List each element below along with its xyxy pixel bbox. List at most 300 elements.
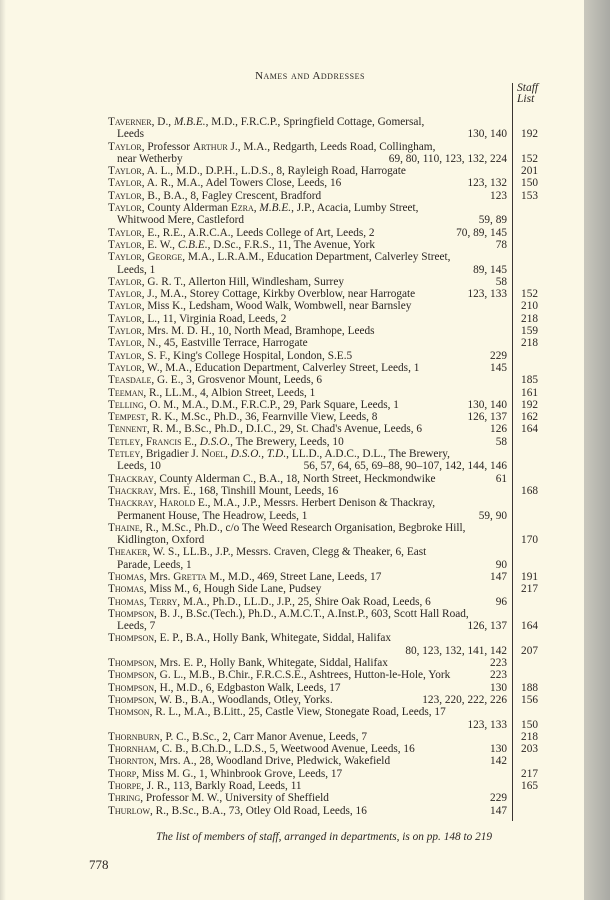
directory-entry-line xyxy=(108,669,540,681)
name-small-caps: Taylor xyxy=(108,202,142,215)
running-header: Names and Addresses xyxy=(255,70,365,82)
entry-segment: , Mrs. A., 28, Woodland Drive, Pledwick, Wakefield xyxy=(153,755,391,768)
entry-segment: , A. R., M.A., Adel Towers Close, Leeds, 16 xyxy=(141,177,342,190)
entry-segment: Leeds xyxy=(117,128,144,141)
entry-segment: , Miss K., Ledsham, Wood Walk, Wombwell, near Barnsley xyxy=(141,300,412,313)
name-small-caps: Taylor xyxy=(108,275,142,288)
entry-segment: , N., 45, Eastville Terrace, Harrogate xyxy=(141,337,308,350)
footer-note: The list of members of staff, arranged in departments, is on pp. 148 to 219 xyxy=(155,831,493,843)
name-small-caps: Theaker xyxy=(108,546,148,559)
staff-list-page: 192 xyxy=(521,398,538,411)
name-small-caps: Taylor xyxy=(108,165,142,178)
page-number: 778 xyxy=(89,857,109,872)
name-small-caps: Thomas xyxy=(108,570,144,583)
directory-entry-line xyxy=(108,657,540,669)
directory-entry-line xyxy=(108,141,540,153)
directory-entry-line xyxy=(108,251,540,263)
directory-entry-line xyxy=(108,522,540,534)
page-references: 145 xyxy=(490,361,507,374)
name-small-caps: Taylor xyxy=(108,238,142,251)
entry-text xyxy=(108,399,399,411)
entry-segment: , E. W., xyxy=(141,238,178,251)
entry-text xyxy=(108,497,435,509)
entry-segment: Kidlington, Oxford xyxy=(117,534,205,547)
entry-text xyxy=(108,288,415,300)
name-small-caps: George xyxy=(147,251,183,264)
name-small-caps: Gretta xyxy=(173,570,207,583)
staff-list-page: 185 xyxy=(521,374,538,387)
entry-segment: , Mrs. E., 168, Tinshill Mount, Leeds, 16 xyxy=(153,484,339,497)
page-references: 223 xyxy=(490,669,507,682)
entry-segment: , xyxy=(141,251,148,264)
staff-list-page: 150 xyxy=(521,718,538,731)
entry-text xyxy=(108,436,344,448)
page-references: 147 xyxy=(490,804,507,817)
page-references: 126, 137 xyxy=(467,620,507,633)
directory-entry-line xyxy=(108,485,540,497)
entry-segment: , Brigadier J. xyxy=(140,448,202,461)
entry-segment: , Mrs. M. D. H., 10, North Mead, Bramhope, Leeds xyxy=(141,325,375,338)
name-small-caps: Teasdale xyxy=(108,374,152,387)
name-small-caps: Tempest xyxy=(108,411,146,424)
entry-text xyxy=(108,165,406,177)
entry-text xyxy=(117,128,144,140)
entry-text xyxy=(108,731,367,743)
scan-edge-right xyxy=(584,0,610,900)
entry-segment: , L., 11, Virginia Road, Leeds, 2 xyxy=(141,312,287,325)
entry-segment: Leeds, 10 xyxy=(117,460,161,473)
entry-segment: , Mrs. E. P., Holly Bank, Whitegate, Siddal, Halifax xyxy=(154,657,388,670)
entry-text xyxy=(108,694,333,706)
entry-segment: , R. L., M.A., B.Litt., 25, Castle View, Stonegate Road, Leeds, 17 xyxy=(149,706,446,719)
entry-segment: , W. B., B.A., Woodlands, Otley, Yorks. xyxy=(154,693,333,706)
name-small-caps: Taylor xyxy=(108,300,142,313)
page-references: 59, 89 xyxy=(478,214,507,227)
name-small-caps: Taylor xyxy=(108,177,142,190)
staff-list-page: 164 xyxy=(521,423,538,436)
name-small-caps: Thompson xyxy=(108,669,155,682)
staff-list-page: 170 xyxy=(521,534,538,547)
entry-text xyxy=(117,620,155,632)
page-references: 123, 132 xyxy=(467,177,507,190)
honour-italic: M.B.E. xyxy=(173,116,206,128)
staff-heading-line2: List xyxy=(517,93,535,105)
entry-segment: , E. P., B.A., Holly Bank, Whitegate, Siddal, Halifax xyxy=(154,632,392,645)
directory-entry-line xyxy=(108,116,540,128)
staff-list-page: 218 xyxy=(521,337,538,350)
entry-segment: J., M.A., Redgarth, Leeds Road, Collingham, xyxy=(227,140,436,153)
directory-entry-line xyxy=(108,165,540,177)
directory-entry-line xyxy=(108,399,540,411)
directory-entry-line xyxy=(108,731,540,743)
entry-text xyxy=(108,669,450,681)
name-small-caps: Telling xyxy=(108,398,144,411)
entry-text xyxy=(108,608,469,620)
page-references: 61 xyxy=(495,472,507,485)
entry-segment: E., M.A., J.P., Messrs. Herbert Denison & Thackray, xyxy=(195,497,436,510)
name-small-caps: Thring xyxy=(108,792,141,805)
directory-entry-line xyxy=(108,755,540,767)
entry-segment: , R. M., B.Sc., Ph.D., D.I.C., 29, St. Chad's Avenue, Leeds, 6 xyxy=(146,423,423,436)
name-small-caps: Tetley xyxy=(108,448,141,461)
page-references: 123, 220, 222, 226 xyxy=(422,693,507,706)
entry-segment: , J. R., 113, Barkly Road, Leeds, 11 xyxy=(141,780,302,793)
entry-text xyxy=(108,583,321,595)
entry-text xyxy=(108,387,315,399)
name-small-caps: Francis xyxy=(145,435,182,448)
directory-entry-line xyxy=(108,473,540,485)
entry-segment: , R., LL.M., 4, Albion Street, Leeds, 1 xyxy=(143,386,316,399)
entry-segment: , C. B., B.Ch.D., L.D.S., 5, Weetwood Avenue, Leeds, 16 xyxy=(156,743,415,756)
page-references: 69, 80, 110, 123, 132, 224 xyxy=(388,152,507,165)
entry-text xyxy=(108,682,341,694)
name-small-caps: Ezra xyxy=(230,202,254,215)
entry-segment: , A. L., M.D., D.P.H., L.D.S., 8, Rayleigh Road, Harrogate xyxy=(141,165,406,178)
name-small-caps: Harold xyxy=(159,497,196,510)
name-small-caps: Tennent xyxy=(108,423,147,436)
entry-text xyxy=(108,300,411,312)
entry-text xyxy=(108,780,302,792)
entry-continuation-line xyxy=(108,460,540,472)
entry-segment: , B. J., B.Sc.(Tech.), Ph.D., A.M.C.T., A.Inst.P., 603, Scott Hall Road, xyxy=(154,607,469,620)
entry-text xyxy=(108,362,419,374)
name-small-caps: Taylor xyxy=(108,288,142,301)
page-references: 96 xyxy=(495,595,507,608)
entry-segment: , Mrs. xyxy=(143,570,174,583)
entry-text xyxy=(108,485,338,497)
entry-segment: Leeds, 7 xyxy=(117,620,156,633)
name-small-caps: Noel xyxy=(201,448,226,461)
page-references: 229 xyxy=(490,349,507,362)
name-small-caps: Thorp xyxy=(108,767,137,780)
name-small-caps: Thackray xyxy=(108,497,154,510)
directory-entry-line xyxy=(108,805,540,817)
name-small-caps: Thaine xyxy=(108,521,140,534)
entry-segment: , County Alderman C., B.A., 18, North Street, Heckmondwike xyxy=(153,472,436,485)
entry-segment: , xyxy=(143,595,150,608)
entry-segment: , xyxy=(153,497,160,510)
directory-entry-line xyxy=(108,546,540,558)
name-small-caps: Taylor xyxy=(108,312,142,325)
page-references: 130, 140 xyxy=(467,128,507,141)
entry-text xyxy=(108,325,375,337)
directory-entry-line xyxy=(108,632,540,644)
entry-segment: , M.A., Ph.D., LL.D., J.P., 25, Shire Oak Road, Leeds, 6 xyxy=(177,595,431,608)
page-references: 130 xyxy=(490,743,507,756)
entry-segment: , M.D., F.R.C.P., Springfield Cottage, Gomersal, xyxy=(205,116,425,128)
page-references: 90 xyxy=(495,558,507,571)
staff-list-page: 152 xyxy=(521,152,538,165)
directory-entry-line xyxy=(108,436,540,448)
name-small-caps: Thompson xyxy=(108,681,155,694)
entry-segment: , xyxy=(140,435,146,448)
entry-text xyxy=(117,559,192,571)
entry-text xyxy=(117,460,161,472)
entry-segment: , O. M., M.A., D.M., F.R.C.P., 29, Park Square, Leeds, 1 xyxy=(143,398,399,411)
directory-entry-line xyxy=(108,177,540,189)
entry-segment: , The Brewery, Leeds, 10 xyxy=(230,435,344,448)
honour-italic: D.S.O. xyxy=(199,435,231,448)
entry-text xyxy=(108,423,422,435)
entry-text xyxy=(108,337,308,349)
name-small-caps: Taylor xyxy=(108,325,142,338)
entry-segment: , LL.D., A.D.C., D.L., The Brewery, xyxy=(286,448,450,461)
page-references: 78 xyxy=(495,238,507,251)
directory-entry-line xyxy=(108,682,540,694)
entry-segment: , xyxy=(253,202,260,215)
entry-segment: , Miss M. G., 1, Whinbrook Grove, Leeds, 17 xyxy=(136,767,343,780)
name-small-caps: Thomson xyxy=(108,706,150,719)
directory-entry-line xyxy=(108,768,540,780)
entry-segment: , D.Sc., F.R.S., 11, The Avenue, York xyxy=(207,238,376,251)
name-small-caps: Arthur xyxy=(192,140,228,153)
directory-entry-line xyxy=(108,288,540,300)
directory-entry-line xyxy=(108,694,540,706)
directory-entry-line xyxy=(108,239,540,251)
entry-text xyxy=(117,264,155,276)
page-references: 58 xyxy=(495,435,507,448)
entry-segment: , G. E., 3, Grosvenor Mount, Leeds, 6 xyxy=(151,374,323,387)
page-references: 58 xyxy=(495,275,507,288)
entry-segment: Parade, Leeds, 1 xyxy=(117,558,192,571)
name-small-caps: Taylor xyxy=(108,189,142,202)
directory-entry-line xyxy=(108,608,540,620)
page-references: 142 xyxy=(490,755,507,768)
entry-segment: M., M.D., 469, Street Lane, Leeds, 17 xyxy=(206,570,382,583)
entry-segment: , xyxy=(261,448,267,461)
entry-text xyxy=(108,239,375,251)
staff-list-page: 150 xyxy=(521,177,538,190)
entry-text xyxy=(108,313,286,325)
page-references: 123, 133 xyxy=(467,718,507,731)
entry-text xyxy=(108,276,344,288)
page-references: 56, 57, 64, 65, 69–88, 90–107, 142, 144, 146 xyxy=(303,460,507,473)
directory-entry-line xyxy=(108,497,540,509)
entry-segment: Leeds, 1 xyxy=(117,263,156,276)
directory-entry-line xyxy=(108,596,540,608)
name-small-caps: Thomas xyxy=(108,595,144,608)
staff-list-page: 218 xyxy=(521,312,538,325)
name-small-caps: Thompson xyxy=(108,657,155,670)
staff-list-page: 168 xyxy=(521,484,538,497)
page-references: 89, 145 xyxy=(473,263,507,276)
entry-text xyxy=(108,571,381,583)
entry-text xyxy=(117,153,183,165)
name-small-caps: Thomas xyxy=(108,583,144,596)
staff-list-page: 203 xyxy=(521,743,538,756)
staff-list-page: 192 xyxy=(521,128,538,141)
page-references: 80, 123, 132, 141, 142 xyxy=(405,644,507,657)
name-small-caps: Terry xyxy=(149,595,178,608)
name-small-caps: Taylor xyxy=(108,226,142,239)
directory-entry-line xyxy=(108,387,540,399)
entry-segment: , D., xyxy=(151,116,174,128)
name-small-caps: Taylor xyxy=(108,361,142,374)
name-small-caps: Taylor xyxy=(108,140,142,153)
staff-list-page: 191 xyxy=(521,570,538,583)
directory-entry-line xyxy=(108,583,540,595)
entry-text xyxy=(108,448,450,460)
staff-list-column-heading xyxy=(517,83,538,105)
page-references: 223 xyxy=(490,657,507,670)
directory-entry-line xyxy=(108,337,540,349)
staff-list-page: 201 xyxy=(521,165,538,178)
entry-text xyxy=(108,657,388,669)
entry-text xyxy=(108,251,450,263)
page-references: 126, 137 xyxy=(467,411,507,424)
name-small-caps: Thornton xyxy=(108,755,154,768)
entry-segment: , M.A., L.R.A.M., Education Department, Calverley Street, xyxy=(182,251,451,264)
name-small-caps: Taverner xyxy=(108,116,152,128)
directory-entry-line xyxy=(108,411,540,423)
name-small-caps: Thompson xyxy=(108,693,155,706)
entry-segment: , G. R. T., Allerton Hill, Windlesham, Surrey xyxy=(141,275,344,288)
directory-entry-line xyxy=(108,423,540,435)
name-small-caps: Taylor xyxy=(108,251,142,264)
name-small-caps: Taylor xyxy=(108,349,142,362)
name-small-caps: Thompson xyxy=(108,632,155,645)
page-references: 130, 140 xyxy=(467,398,507,411)
entry-segment: , J., M.A., Storey Cottage, Kirkby Overblow, near Harrogate xyxy=(141,288,416,301)
entry-segment: , Professor xyxy=(141,140,193,153)
entry-text xyxy=(108,596,431,608)
entry-segment: , xyxy=(225,448,231,461)
staff-list-page: 217 xyxy=(521,767,538,780)
directory-entry-line xyxy=(108,719,540,731)
directory-entry-line xyxy=(108,706,540,718)
directory-entry-line xyxy=(108,780,540,792)
staff-list-page: 164 xyxy=(521,620,538,633)
entry-segment: , W. S., LL.B., J.P., Messrs. Craven, Clegg & Theaker, 6, East xyxy=(147,546,427,559)
staff-list-page: 210 xyxy=(521,300,538,313)
name-small-caps: Taylor xyxy=(108,337,142,350)
entry-segment: , B., B.A., 8, Fagley Crescent, Bradford xyxy=(141,189,322,202)
directory-entry-line xyxy=(108,325,540,337)
staff-list-page: 156 xyxy=(521,693,538,706)
entry-text xyxy=(108,805,367,817)
directory-entry-line xyxy=(108,190,540,202)
page-references: 70, 89, 145 xyxy=(456,226,507,239)
directory-entry-line xyxy=(108,313,540,325)
name-small-caps: Thompson xyxy=(108,607,155,620)
entry-segment: , E., R.E., A.R.C.A., Leeds College of Art, Leeds, 2 xyxy=(141,226,375,239)
entry-segment: , R., M.Sc., Ph.D., c/o The Weed Research Organisation, Begbroke Hill, xyxy=(139,521,466,534)
staff-list-page: 162 xyxy=(521,411,538,424)
staff-list-page: 161 xyxy=(521,386,538,399)
page-references: 59, 90 xyxy=(478,509,507,522)
entry-segment: Whitwood Mere, Castleford xyxy=(117,214,245,227)
entry-text xyxy=(108,190,321,202)
entry-continuation-line xyxy=(108,153,540,165)
entry-text xyxy=(108,768,342,780)
entry-continuation-line xyxy=(108,559,540,571)
directory-entry-line xyxy=(108,645,540,657)
entry-segment: , County Alderman xyxy=(141,202,231,215)
entry-segment: , R. K., M.Sc., Ph.D., 36, Fearnville View, Leeds, 8 xyxy=(145,411,378,424)
directory-entry-line xyxy=(108,350,540,362)
name-small-caps: Thurlow xyxy=(108,804,151,817)
scan-edge-left xyxy=(0,0,6,900)
entry-segment: , W., M.A., Education Department, Calverley Street, Leeds, 1 xyxy=(141,361,420,374)
name-small-caps: Tetley xyxy=(108,435,141,448)
name-small-caps: Teeman xyxy=(108,386,144,399)
entry-text xyxy=(108,177,341,189)
directory-entry-line xyxy=(108,202,540,214)
staff-list-page: 217 xyxy=(521,583,538,596)
entry-continuation-line xyxy=(108,214,540,226)
directory-entry-line xyxy=(108,227,540,239)
staff-list-page: 207 xyxy=(521,644,538,657)
entry-text xyxy=(108,374,322,386)
staff-list-page: 188 xyxy=(521,681,538,694)
directory-entry-line xyxy=(108,792,540,804)
staff-list-page: 165 xyxy=(521,780,538,793)
name-small-caps: Thornburn xyxy=(108,730,160,743)
page-references: 147 xyxy=(490,570,507,583)
directory-entry-line xyxy=(108,362,540,374)
name-small-caps: Thorpe xyxy=(108,780,142,793)
entry-segment: , P. C., B.Sc., 2, Carr Manor Avenue, Leeds, 7 xyxy=(159,730,367,743)
directory-entry-line xyxy=(108,276,540,288)
page-references: 123, 133 xyxy=(467,288,507,301)
entry-text xyxy=(108,116,424,128)
entry-text xyxy=(108,706,446,718)
entry-continuation-line xyxy=(108,264,540,276)
entry-text xyxy=(108,755,390,767)
entry-text xyxy=(117,214,244,226)
entry-text xyxy=(117,534,204,546)
directory-entry-line xyxy=(108,448,540,460)
staff-list-page: 152 xyxy=(521,288,538,301)
directory-list xyxy=(108,116,540,817)
entry-text xyxy=(108,411,377,423)
honour-italic: T.D. xyxy=(266,448,287,461)
name-small-caps: Thackray xyxy=(108,472,154,485)
entry-continuation-line xyxy=(108,620,540,632)
entry-segment: near Wetherby xyxy=(117,152,183,165)
entry-continuation-line xyxy=(108,534,540,546)
page-references: 130 xyxy=(490,681,507,694)
staff-heading-line1: Staff xyxy=(517,82,539,94)
entry-text xyxy=(117,510,307,522)
entry-text xyxy=(108,546,426,558)
honour-italic: D.S.O. xyxy=(230,448,262,461)
entry-text xyxy=(108,522,466,534)
page-references: 123 xyxy=(490,189,507,202)
entry-continuation-line xyxy=(108,128,540,140)
entry-segment: Permanent House, The Headrow, Leeds, 1 xyxy=(117,509,308,522)
honour-italic: C.B.E. xyxy=(177,238,208,251)
entry-segment: E., xyxy=(181,435,200,448)
entry-text xyxy=(108,792,329,804)
entry-text xyxy=(108,743,415,755)
page-references: 126 xyxy=(490,423,507,436)
entry-segment: , Professor M. W., University of Sheffield xyxy=(140,792,329,805)
entry-text xyxy=(108,350,352,362)
staff-list-page: 159 xyxy=(521,325,538,338)
entry-continuation-line xyxy=(108,510,540,522)
entry-text xyxy=(108,473,436,485)
entry-text xyxy=(108,202,419,214)
entry-segment: , Miss M., 6, Hough Side Lane, Pudsey xyxy=(143,583,322,596)
entry-segment: , J.P., Acacia, Lumby Street, xyxy=(291,202,419,215)
directory-entry-line xyxy=(108,571,540,583)
name-small-caps: Thackray xyxy=(108,484,154,497)
name-small-caps: Thornham xyxy=(108,743,157,756)
staff-list-page: 218 xyxy=(521,730,538,743)
entry-text xyxy=(108,227,375,239)
entry-segment: , R., B.Sc., B.A., 73, Otley Old Road, Leeds, 16 xyxy=(150,804,367,817)
